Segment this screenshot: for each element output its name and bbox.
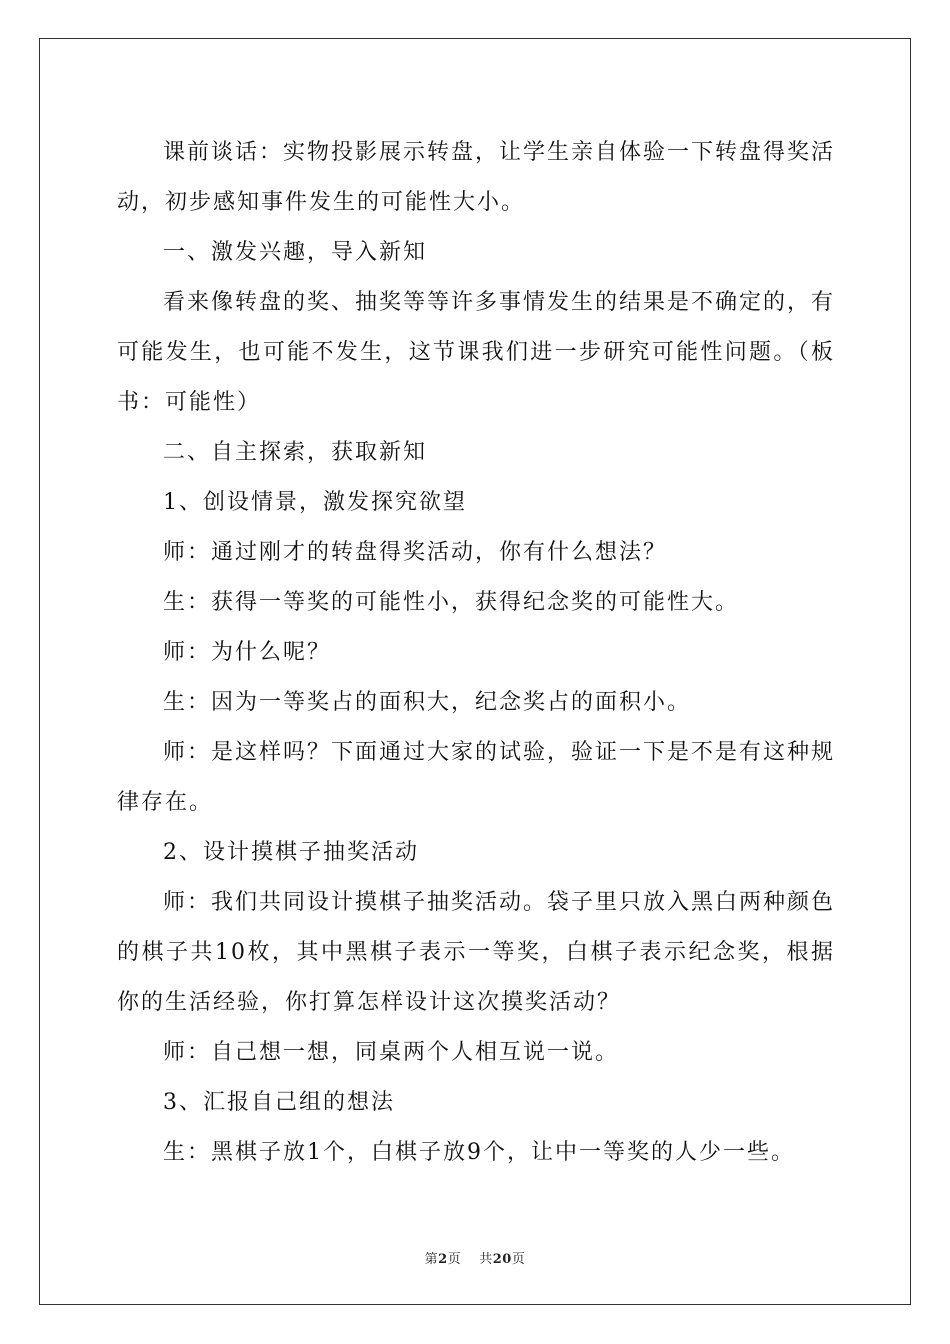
document-body bbox=[117, 128, 835, 1178]
paragraph: 看来像转盘的奖、抽奖等等许多事情发生的结果是不确定的，有可能发生，也可能不发生，这节课我们进一步研究可能性问题。（板书：可能性） bbox=[117, 290, 836, 415]
total-suffix: 页 bbox=[511, 1252, 526, 1267]
paragraph: 课前谈话：实物投影展示转盘，让学生亲自体验一下转盘得奖活动，初步感知事件发生的可能性大小。 bbox=[117, 140, 836, 215]
subsection-heading: 1、创设情景，激发探究欲望 bbox=[163, 490, 467, 515]
subsection-heading: 3、汇报自己组的想法 bbox=[163, 1090, 395, 1115]
section-heading: 二、自主探索，获取新知 bbox=[163, 440, 428, 465]
total-prefix: 共 bbox=[479, 1252, 493, 1267]
dialogue-line: 生：获得一等奖的可能性小，获得纪念奖的可能性大。 bbox=[163, 590, 740, 615]
page-prefix: 第 bbox=[424, 1252, 439, 1267]
section-heading: 一、激发兴趣，导入新知 bbox=[163, 240, 428, 265]
dialogue-line: 生：黑棋子放1个，白棋子放9个，让中一等奖的人少一些。 bbox=[163, 1140, 795, 1165]
dialogue-line: 师：我们共同设计摸棋子抽奖活动。袋子里只放入黑白两种颜色的棋子共10枚，其中黑棋子表示一等奖，白棋子表示纪念奖，根据你的生活经验，你打算怎样设计这次摸奖活动？ bbox=[117, 890, 836, 1015]
page-suffix: 页 bbox=[447, 1252, 462, 1267]
total-pages: 20 bbox=[492, 1252, 512, 1267]
page-number: 2 bbox=[438, 1252, 448, 1267]
dialogue-line: 师：通过刚才的转盘得奖活动，你有什么想法？ bbox=[163, 540, 668, 565]
dialogue-line: 生：因为一等奖占的面积大，纪念奖占的面积小。 bbox=[163, 690, 692, 715]
page-footer bbox=[0, 1248, 950, 1267]
dialogue-line: 师：是这样吗？下面通过大家的试验，验证一下是不是有这种规律存在。 bbox=[117, 740, 836, 815]
subsection-heading: 2、设计摸棋子抽奖活动 bbox=[163, 840, 419, 865]
dialogue-line: 师：为什么呢？ bbox=[163, 640, 332, 665]
dialogue-line: 师：自己想一想，同桌两个人相互说一说。 bbox=[163, 1040, 620, 1065]
